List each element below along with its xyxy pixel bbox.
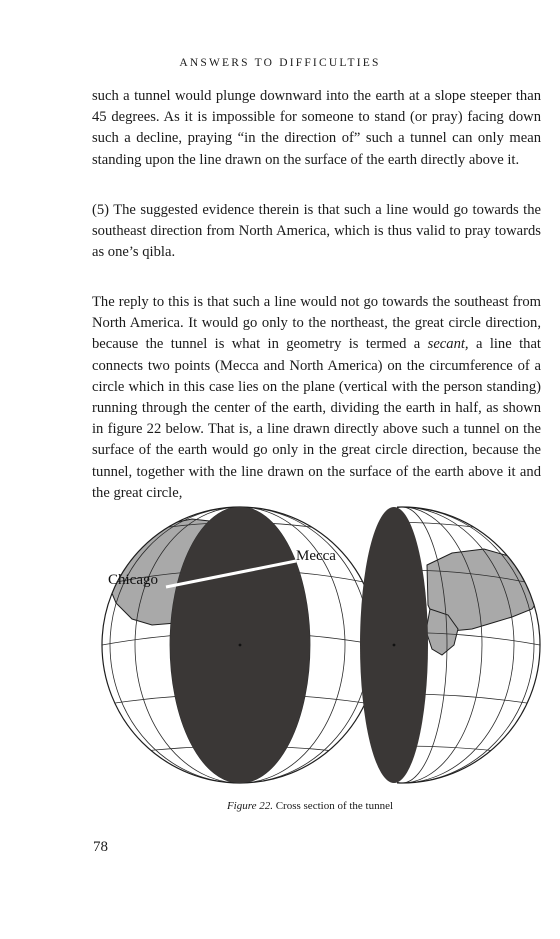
paragraph-2 [92,200,541,264]
paragraph-2-text: (5) The suggested evidence therein is that such a line would go towards the southeast direction from North America, which is thus valid to pray towards as one’s qibla. [92,202,541,261]
right-center-dot [393,644,396,647]
page-number: 78 [93,839,108,855]
paragraph-3 [92,292,541,504]
figure-caption [0,800,560,813]
mecca-label: Mecca [296,548,336,564]
paragraph-1-text: such a tunnel would plunge downward into the earth at a slope steeper than 45 degrees. As it is impossible for someone to stand (or pray) facing down such a decline, praying “in the direction of” such a tunnel can only mean standing upon the line drawn on the surface of the earth directly above it. [92,88,541,168]
left-hemisphere [102,507,378,783]
secant-emphasis: secant, [427,336,469,353]
caption-text: Cross section of the tunnel [272,800,394,812]
caption-figure-label: Figure 22. [226,800,273,812]
globe-cross-section-illustration [92,505,547,795]
running-head: ANSWERS TO DIFFICULTIES [179,57,381,69]
figure-22 [92,505,547,795]
left-center-dot [239,644,242,647]
chicago-label: Chicago [108,572,158,588]
paragraph-3-text [92,292,541,504]
paragraph-1 [92,86,541,171]
paragraph-3-text-after: a line that connects two points (Mecca and North America) on the circumference of a circle which in this case lies on the plane (vertical with the person standing) running through the center of the earth, dividing the earth in half, as shown in figure 22 below. That is, a line drawn directly above such a tunnel on the surface of the earth would go only in the great circle direction, because the tunnel, together with the line drawn on the surface of the earth above it and the great circle, [92,336,541,501]
paragraph-3-text-before: The reply to this is that such a line would not go towards the southeast from North America. It would go only to the northeast, the great circle direction, because the tunnel is what in geometry is termed a [92,294,541,353]
